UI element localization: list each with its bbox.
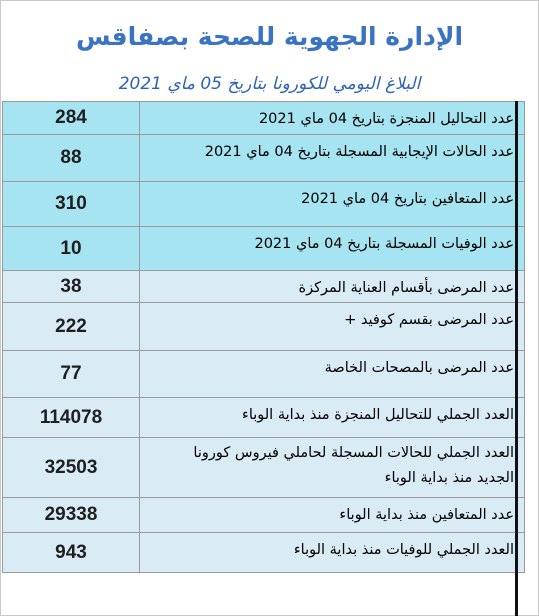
table-row (3, 498, 525, 533)
stat-label: عدد المرضى بقسم كوفيد + (140, 303, 525, 351)
stat-value: 943 (3, 533, 140, 573)
table-row (3, 398, 525, 438)
stat-label: العدد الجملي للحالات المسجلة لحاملي فيروس كورونا الجديد منذ بداية الوباء (140, 438, 525, 498)
table-row (3, 227, 525, 271)
table-row (3, 351, 525, 398)
stat-label: العدد الجملي للوفيات منذ بداية الوباء (140, 533, 525, 573)
stat-value: 77 (3, 351, 140, 398)
statistics-table (2, 101, 525, 573)
report-subtitle: البلاغ اليومي للكورونا بتاريخ 05 ماي 2021 (118, 74, 421, 94)
table-row (3, 438, 525, 498)
stat-label: عدد المتعافين منذ بداية الوباء (140, 498, 525, 533)
table-row (3, 135, 525, 182)
table-row (3, 533, 525, 573)
stat-value: 222 (3, 303, 140, 351)
stat-label: عدد المتعافين بتاريخ 04 ماي 2021 (140, 182, 525, 227)
table-row (3, 303, 525, 351)
stat-value: 284 (3, 102, 140, 135)
vertical-rule (515, 101, 518, 616)
stat-label: عدد الحالات الإيجابية المسجلة بتاريخ 04 ماي 2021 (140, 135, 525, 182)
stat-value: 88 (3, 135, 140, 182)
stat-value: 32503 (3, 438, 140, 498)
table-row (3, 182, 525, 227)
stat-value: 38 (3, 271, 140, 303)
stat-value: 114078 (3, 398, 140, 438)
table-row (3, 271, 525, 303)
stat-value: 10 (3, 227, 140, 271)
page-title: الإدارة الجهوية للصحة بصفاقس (75, 22, 464, 51)
stat-label: عدد المرضى بأقسام العناية المركزة (140, 271, 525, 303)
table-row (3, 102, 525, 135)
stat-value: 310 (3, 182, 140, 227)
stat-label: العدد الجملي للتحاليل المنجزة منذ بداية الوباء (140, 398, 525, 438)
stat-value: 29338 (3, 498, 140, 533)
stat-label: عدد المرضى بالمصحات الخاصة (140, 351, 525, 398)
stat-label: عدد الوفيات المسجلة بتاريخ 04 ماي 2021 (140, 227, 525, 271)
stat-label: عدد التحاليل المنجزة بتاريخ 04 ماي 2021 (140, 102, 525, 135)
